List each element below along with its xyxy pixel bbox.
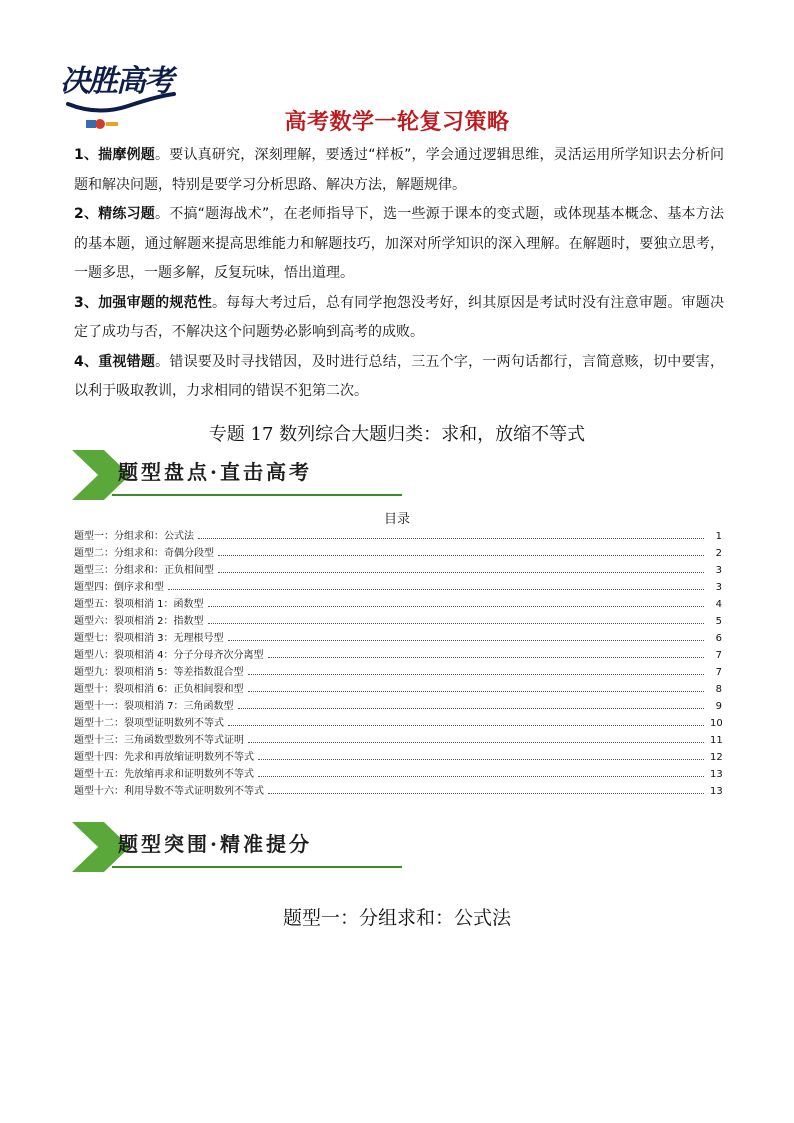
toc-label: 题型一：分组求和：公式法 bbox=[74, 531, 194, 542]
toc-entry[interactable] bbox=[74, 763, 722, 780]
strategy-label: 3、加强审题的规范性 bbox=[74, 294, 213, 311]
toc-page: 5 bbox=[715, 616, 722, 627]
toc-label: 题型十四：先求和再放缩证明数列不等式 bbox=[74, 752, 254, 763]
strategy-label: 4、重视错题 bbox=[74, 353, 156, 370]
toc-leader bbox=[268, 793, 704, 794]
toc-label: 题型十三：三角函数型数列不等式证明 bbox=[74, 735, 244, 746]
logo-text: 决胜高考 bbox=[60, 64, 172, 99]
toc-entry[interactable] bbox=[74, 746, 722, 763]
toc-label: 题型十一：裂项相消 7：三角函数型 bbox=[74, 701, 234, 712]
toc-page: 8 bbox=[715, 684, 722, 695]
topic-title: 专题 17 数列综合大题归类：求和，放缩不等式 bbox=[208, 424, 586, 445]
section-banner-overview bbox=[72, 450, 402, 500]
banner-underline bbox=[112, 866, 402, 868]
toc-label: 题型二：分组求和：奇偶分段型 bbox=[74, 548, 214, 559]
toc-label: 题型三：分组求和：正负相间型 bbox=[74, 565, 214, 576]
strategy-text: 。每每大考过后，总有同学抱怨没考好，纠其原因是考试时没有注意审题。审题决定了成功与否，不解决这个问题势必影响到高考的成败。 bbox=[74, 294, 725, 340]
toc-entry[interactable] bbox=[74, 576, 722, 593]
toc-label: 题型十二：裂项型证明数列不等式 bbox=[74, 718, 224, 729]
toc-leader bbox=[258, 776, 704, 777]
toc-leader bbox=[208, 623, 704, 624]
toc-leader bbox=[208, 606, 704, 607]
strategy-text: 。错误要及时寻找错因，及时进行总结，三五个字，一两句话都行，言简意赅，切中要害，以利于吸取教训，力求相同的错误不犯第二次。 bbox=[74, 353, 724, 399]
toc-leader bbox=[238, 708, 704, 709]
toc-page: 12 bbox=[710, 752, 723, 763]
toc-page: 10 bbox=[710, 718, 723, 729]
toc-entry[interactable] bbox=[74, 559, 722, 576]
strategy-item bbox=[74, 200, 724, 289]
toc-leader bbox=[198, 538, 704, 539]
strategy-label: 2、精练习题 bbox=[74, 206, 156, 222]
toc-entry[interactable] bbox=[74, 729, 722, 746]
toc-leader bbox=[168, 589, 704, 590]
toc-entry[interactable] bbox=[74, 627, 722, 644]
toc-label: 题型八：裂项相消 4：分子分母齐次分离型 bbox=[74, 650, 264, 661]
toc-page: 1 bbox=[715, 531, 722, 542]
banner-text: 题型突围·精准提分 bbox=[118, 832, 312, 856]
banner-text: 题型盘点·直击高考 bbox=[118, 460, 312, 484]
toc-label: 题型九：裂项相消 5：等差指数混合型 bbox=[74, 667, 244, 678]
toc-leader bbox=[248, 742, 704, 743]
section-heading: 题型一：分组求和：公式法 bbox=[282, 907, 511, 929]
banner-underline bbox=[112, 494, 402, 496]
toc-entry[interactable] bbox=[74, 780, 722, 797]
strategy-item bbox=[74, 141, 724, 200]
toc-page: 9 bbox=[715, 701, 722, 712]
toc-page: 13 bbox=[710, 786, 723, 797]
toc-page: 3 bbox=[715, 582, 722, 593]
toc-leader bbox=[228, 640, 704, 641]
toc-leader bbox=[248, 691, 704, 692]
toc-entry[interactable] bbox=[74, 712, 722, 729]
section-banner-breakthrough bbox=[72, 822, 402, 872]
toc-page: 7 bbox=[715, 650, 722, 661]
toc-page: 6 bbox=[715, 633, 722, 644]
toc-title: 目录 bbox=[383, 512, 410, 527]
toc-label: 题型六：裂项相消 2：指数型 bbox=[74, 616, 204, 627]
toc-label: 题型十：裂项相消 6：正负相间裂和型 bbox=[74, 684, 244, 695]
toc-page: 11 bbox=[710, 735, 723, 746]
toc-label: 题型七：裂项相消 3：无理根号型 bbox=[74, 633, 224, 644]
toc-leader bbox=[218, 572, 704, 573]
strategy-text: 。不搞“题海战术”，在老师指导下，选一些源于课本的变式题，或体现基本概念、基本方法的基本题，通过解题来提高思维能力和解题技巧，加深对所学知识的深入理解。在解题时，要独立思考，一题多思，一题多解，反复玩味，悟出道理。 bbox=[74, 206, 724, 281]
toc-leader bbox=[218, 555, 704, 556]
strategy-text: 。要认真研究，深刻理解，要透过“样板”，学会通过逻辑思维，灵活运用所学知识去分析问题和解决问题，特别是要学习分析思路、解决方法，解题规律。 bbox=[74, 147, 724, 193]
toc-page: 7 bbox=[715, 667, 722, 678]
toc-entry[interactable] bbox=[74, 525, 722, 542]
strategy-list bbox=[74, 141, 724, 407]
strategy-item bbox=[74, 348, 724, 407]
table-of-contents bbox=[74, 525, 722, 797]
toc-entry[interactable] bbox=[74, 644, 722, 661]
toc-entry[interactable] bbox=[74, 678, 722, 695]
toc-leader bbox=[268, 657, 704, 658]
toc-leader bbox=[258, 759, 704, 760]
strategy-label: 1、揣摩例题 bbox=[74, 147, 156, 163]
toc-leader bbox=[228, 725, 704, 726]
toc-label: 题型五：裂项相消 1：函数型 bbox=[74, 599, 204, 610]
toc-leader bbox=[248, 674, 704, 675]
strategy-item bbox=[74, 289, 724, 348]
toc-entry[interactable] bbox=[74, 661, 722, 678]
toc-page: 3 bbox=[715, 565, 722, 576]
toc-entry[interactable] bbox=[74, 695, 722, 712]
toc-entry[interactable] bbox=[74, 542, 722, 559]
toc-entry[interactable] bbox=[74, 593, 722, 610]
toc-page: 13 bbox=[710, 769, 723, 780]
toc-entry[interactable] bbox=[74, 610, 722, 627]
toc-page: 4 bbox=[715, 599, 722, 610]
toc-label: 题型四：倒序求和型 bbox=[74, 582, 164, 593]
toc-label: 题型十六：利用导数不等式证明数列不等式 bbox=[74, 786, 264, 797]
toc-page: 2 bbox=[715, 548, 722, 559]
main-title: 高考数学一轮复习策略 bbox=[284, 110, 510, 135]
toc-label: 题型十五：先放缩再求和证明数列不等式 bbox=[74, 769, 254, 780]
